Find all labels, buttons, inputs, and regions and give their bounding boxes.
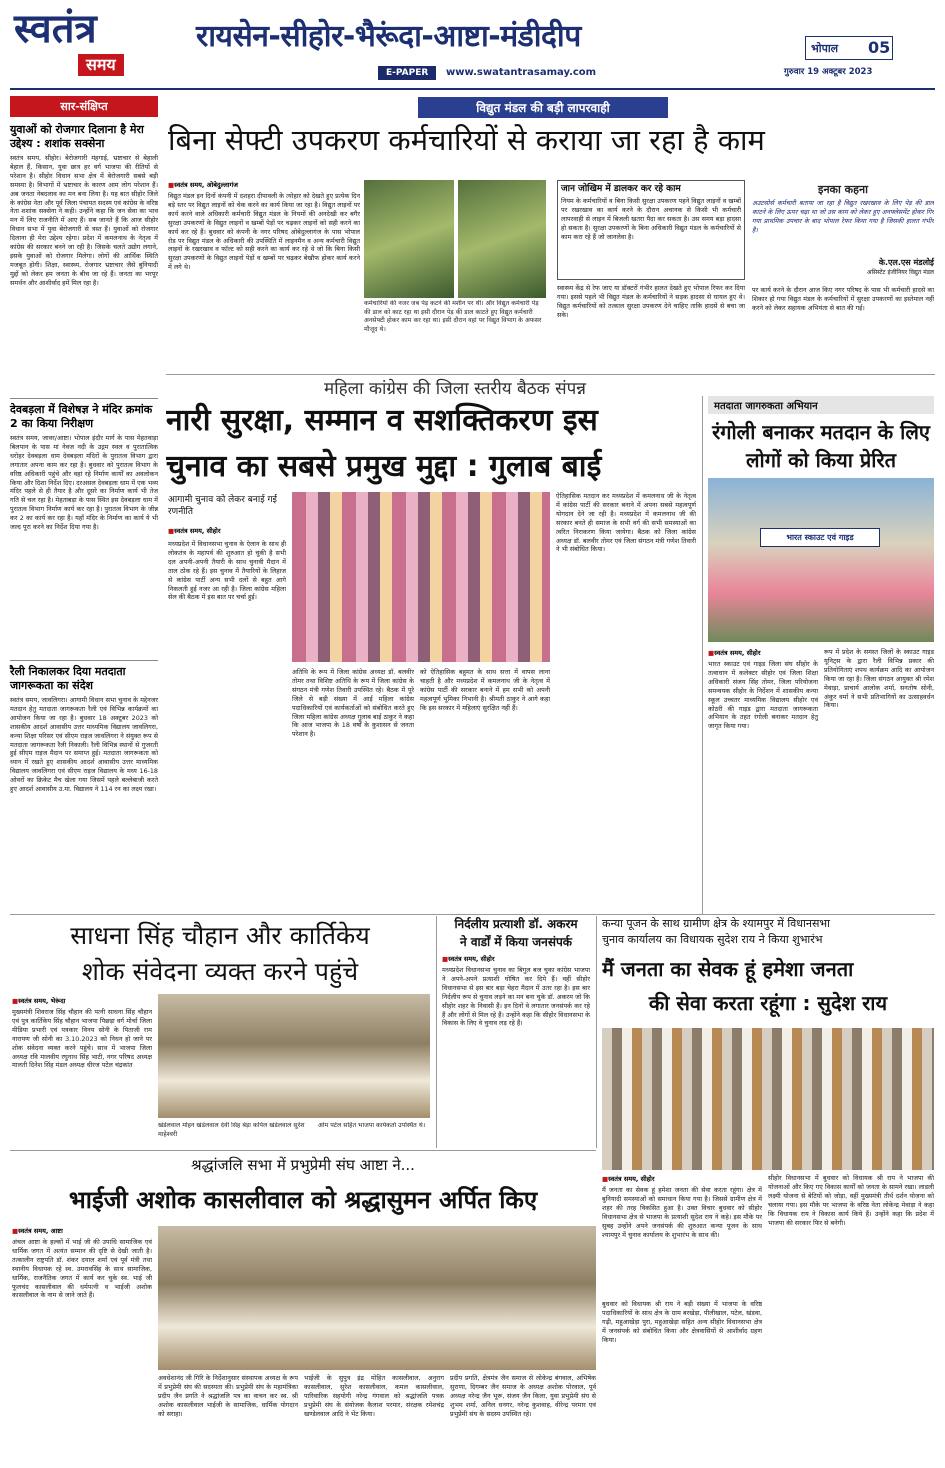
masthead-rule: [10, 88, 935, 90]
top-story-headline: बिना सेफ्टी उपकरण कर्मचारियों से कराया जा रहा है काम: [168, 123, 765, 157]
opinion-body: अउटसोर्स कर्मचारी बताया जा रहा है विद्युत रखरखाव के लिए पेड़ की डाल काटने के लिए ऊपर चढ़ा था जो उस काम को लेकर हुए अनफ्लेसमेंट होकर गिर गया प्राथमिक उपचार के बाद भोपाल रेफर किया गया है जिसकी हालत गंभीर है।: [752, 199, 934, 234]
top-story-col1: विद्युत मंडल इन दिनों कंपनी में दशहरा दीपावली के त्योहार को देखते हुए प्रत्येक दिन बड़े स्तर पर विद्युत लाइनों को चेक करने का कार्य किया जा रहा है। विद्युत लाइनों पर कार्य करने वाले अधिकारी कर्मचारी विद्युत मंडल के नियमों की अनदेखी कर बगैर सुरक्षा उपकरणों के विद्युत लाइनों व खम्बों पेड़ों पर चढ़कर लाइनों को सही करने का कार्य कर रहे हैं। बुधवार को कंपनी के नगर परिषद ओबेदुल्लागंज के पास भोपाल रोड पर विद्युत मंडल के अधिकारी की उपस्थिति में लाइनमैन व अन्य कर्मचारी विद्युत लाइनों के रखरखाव व फॉल्ट को सही करने का कार्य कर रहे थे जो कि बिना किसी सुरक्षा उपकरणों के विद्युत लाइनों पेड़ों व खम्बों पर चढ़कर बेखौफ होकर कार्य करने में लगे थे।: [168, 192, 360, 272]
voter-photo: [708, 478, 934, 642]
tribute-col3: भाईजी के सुपुत्र इंद्र मोहित कासलीवाल, अनुराग कासलीवाल, सुरेश कासलीवाल, कमल कासलीवाल, पारिवारिक सहयोगी नरेन्द्र गंगवाल को श्रद्धांजलि पत्रक प्रभुप्रेमी संघ के संयोजक कैलाश परमार, संरक्षक रमेशचंद्र खण्डेलवाल आदि ने भेंट किया।: [304, 1374, 444, 1418]
condolence-byline: ■ स्वतंत्र समय, भेरूंदा: [12, 996, 152, 1005]
congress-photo: [292, 492, 550, 662]
logo-bottom: समय: [78, 54, 124, 76]
top-story-col4: पर कार्य करने के दौरान आज किए नगर परिषद के पास भी कर्मचारी हादसे का शिकार हो गया विद्युत मंडल के कर्मचारियों में सुरक्षा उपकरणों का इस्तेमाल नहीं करने को लेकर सहायक अभियंता से बात की गई।: [752, 286, 934, 312]
sudesh-photo: [602, 1028, 934, 1170]
sidebar-story-3-body: स्वतंत्र समय, जावलिगरा। आगामी विधान सभा चुनाव के मद्देनजर मतदान हेतु मतदाता जागरूकता रैली एवं विभिन्न कार्यक्रमों का आयोजन किया जा रहा है। बुधवार 18 अक्टूबर 2023 को शासकीय आदर्श आवासीय उत्तर माध्यमिक विद्यालय जावलिगरा, कन्या शिक्षा परिसर एवं सीएम राइज जावलिगरा ने संयुक्त रूप से मतदाता जागरूकता रैली निकाली। रैली विभिन्न स्थानों से गुजरती हुई सीएम राइज मैदान पर समाप्त हुई। मतदाता जागरूकता को ध्यान में रखते हुए शासकीय आदर्श आवासीय उत्तर माध्यमिक विद्यालय जावलिगरा एवं सीएम राइज विद्यालय के मध्य 16-18 ओवरों का क्रिकेट मैच खेला गया जिसमें पहले बल्लेबाजी करते हुए आदर्श आवासीय उ.मा. विद्यालय ने 114 रन का लक्ष्य रखा।: [10, 696, 158, 794]
masthead: [0, 0, 945, 92]
logo-top: स्वतंत्र: [14, 5, 97, 52]
akram-byline: ■ स्वतंत्र समय, सीहोर: [442, 954, 590, 963]
tribute-col1: अंचल आष्टा के हल्कों में भाई जी की उपाधि सामाजिक एवं धार्मिक जगत में अत्यंत सम्मान की दृष्टि से देखी जाती है। तत्कालीन राष्ट्रपति डॉ. शंकर दयाल शर्मा एवं पूर्व मंत्री तथा स्थानीय विधायक रहे स्व. उमरावसिंह के साथ सामाजिक, धार्मिक, राजनैतिक जगत में कार्य कर चुके स्व. भाई जी फूलचंद कासलीवाल की धर्मपत्नी व भाईजी अशोक कासलीवाल के नाम से जाने जाते हैं।: [12, 1238, 152, 1300]
congress-headline-1: नारी सुरक्षा, सम्मान व सशक्तिकरण इस: [166, 403, 598, 438]
condolence-headline-1: साधना सिंह चौहान और कार्तिकेय: [70, 921, 370, 950]
top-story-box: [557, 180, 745, 280]
congress-col4: ऐतिहासिक मतदान कर मध्यप्रदेश में कमलनाथ जी के नेतृत्व में कांग्रेस पार्टी की सरकार बनाने में अपना सबसे महत्वपूर्ण योगदान देने जा रही है। मध्यप्रदेश में कमलनाथ जी की सरकार बनते ही समाज के सभी वर्ग की सभी समस्याओं का त्वरित निराकरण किया जायेगा। बैठक को जिला कांग्रेस अध्यक्ष डॉ. बलवीर तोमर एवं जिला संगठन मंत्री गणेश तिवारी ने भी संबोधित किया।: [556, 492, 696, 554]
top-story-opinion: [752, 182, 934, 282]
edition-title: रायसेन-सीहोर-भैरूंदा-आष्टा-मंडीदीप: [196, 19, 581, 54]
sidebar-story-2-headline: देवबड़ला में विशेषज्ञ ने मंदिर क्रमांक 2 का किया निरीक्षण: [10, 403, 153, 430]
congress-col2: अतिथि के रूप में जिला कांग्रेस अध्यक्ष डॉ. बलवीर तोमर तथा विशिष्ट अतिथि के रूप में जिला कांग्रेस के संगठन मंत्री गणेश तिवारी उपस्थित रहे। बैठक में पूरे जिले से बड़ी संख्या में आई महिला कांग्रेस पदाधिकारियों एवं कार्यकर्ताओं को संबोधित करते हुए जिला महिला कांग्रेस अध्यक्ष गुलाब बाई ठाकुर ने कहा कि आज भाजपा के 18 वर्षों के कुशासन से जनता परेशान है।: [292, 668, 414, 739]
top-story-col3: स्वास्थ्य केंद्र से रेफ जाए या डॉक्टरों गंभीर हालत देखते हुए भोपाल रिफर कर दिया गया। इससे पहले भी विद्युत मंडल के कर्मचारियों ने सड़क हादसा से घायल हुए थे। विद्युत कर्मचारियों को तत्काल सुरक्षा उपकरण देने चाहिए ताकि हादसे से बचा जा सके।: [557, 284, 745, 319]
congress-byline: ■ स्वतंत्र समय, सीहोर: [168, 526, 286, 535]
congress-col1: मध्यप्रदेश में विधानसभा चुनाव के ऐलान के साथ ही लोकतंत्र के महापर्व की शुरुआत हो चुकी है सभी दल अपनी-अपनी तैयारी के साथ चुनावी मैदान में ताल ठोक रहे हैं। इस चुनाव में तैयारियों के लिहाज से कांग्रेस पार्टी अन्य सभी दलों से बहुत आगे निकलती हुई नजर आ रही है। जिला कांग्रेस महिला सेल की बैठक में इस बात पर चर्चा हुई।: [168, 540, 286, 602]
condolence-caption-left: खंडेलवाल मोहन खंडेलवाल देवी सिंह बेड़ा कपिल खंडेलवाल सुरेश माहेश्वरी: [158, 1122, 305, 1138]
sidebar-story-3-headline: रैली निकालकर दिया मतदाता जागरूकता का संदेश: [10, 665, 126, 692]
page-number: 05: [868, 38, 891, 57]
top-story-box-title: जान जोखिम में डालकर कर रहे काम: [561, 184, 681, 194]
congress-headline-2: चुनाव का सबसे प्रमुख मुद्दा : गुलाब बाई: [166, 449, 602, 484]
top-story-kicker: विद्युत मंडल की बड़ी लापरवाही: [418, 97, 668, 118]
akram-body: मध्यप्रदेश विधानसभा चुनाव का बिगुल बज चुका कांग्रेस भाजपा ने अपने-अपने प्रत्याशी घोषित कर दिये हैं। वहीं सीहोर विधानसभा से इस बार बड़ा चेहरा मैदान में उतर रहा है। इस बार निर्दलीय रूप से चुनाव लड़ने का मन बना चुके डॉ. अकरम जो कि सीहोर शहर के निवासी हैं। इन दिनों वे लगातार जनसंपर्क कर रहे हैं और लोगों से मिल रहे हैं। उन्होंने कहा कि सीहोर विधानसभा के विकास के लिए वे चुनाव लड़ रहे हैं।: [442, 966, 590, 1028]
voter-col1: भारत स्काउट एवं गाइड जिला संघ सीहोर के तत्वाधान में कलेक्टर सीहोर एवं जिला शिक्षा अधिकारी संजय सिंह तोमर, जिला परियोजना समन्वयक सीहोर के निर्देशन में शासकीय कन्या स्कूल उच्चतर माध्यमिक विद्यालय सीहोर एवं कोठरी की गाइड द्वारा मतदाता जागरूकता अभियान के तहत रंगोली बनाकर मतदान हेतु जागृत किया गया।: [708, 660, 818, 731]
congress-subhead: आगामी चुनाव को लेकर बनाई गई रणनीति: [168, 495, 277, 517]
voter-col2: रूप में प्रदेश के समस्त जिलों के स्काउट गाइड यूनिट्स के द्वारा रैली विभिन्न प्रकार की प्रतियोगिताएं शपथ कार्यक्रम आदि का आयोजन किया जा रहा है। जिला संगठन आयुक्त श्री रमेश मेवाड़ा, प्राचार्य आलोक शर्मा, सनतोष सोनी, अंकुर वर्मा ने सभी प्रतिभागियों का उत्साहवर्धन किया।: [824, 648, 934, 710]
tribute-photo: [158, 1226, 596, 1370]
sidebar-sar-sankshipt: [10, 96, 158, 1036]
sidebar-story-1-body: स्वतंत्र समय, सीहोर। बेरोजगारी मंहगाई, भ्रष्टाचार से बेहाली बेहाल हैं, किसान, युवा छात्र हर वर्ग भाजपा की रीतियों से परेशान है। सीहोर विधान सभा क्षेत्र में बेरोजगारी सबसे बड़ी समस्या है। विभागों में भ्रष्टाचार के कारण आम लोग परेशान हैं। अब जनता नेबदलाव का मन बना लिया है। यह बात सीहोर जिले के कांग्रेस नेता और पूर्व जिला पंचायत सदस्य एवं कांग्रेस के वरिष्ठ नेता शशांक सक्सेना ने कही। उन्होंने कहा कि जन सेवा का भाव मन में लिए राजनीति में आए हैं। सब जानते हैं कि आज सीहोर विधान सभा में युवा बेरोजगारी से त्रस्त हैं। युवाओं को रोजगार दिलाना ही मेरा उद्देश्य रहेगा। प्रदेश में कमलनाथ के नेतृत्व में कांग्रेस की सरकार बनने जा रही है। जिसके चलते उद्योग लगाने, इसके युवाओं को रोजगार मिलेगा। लोगों की आर्थिक स्थिति मजबूत होगी। शिक्षा, स्वास्थ्य, रोजगार भ्रष्टाचार जैसे बुनियादी मुद्दों को लेकर हम जनता के बीच जा रहे हैं। जनता का भरपूर समर्थन और आशीर्वाद हमें मिल रहा है।: [10, 154, 158, 287]
sidebar-story-2-body: स्वतंत्र समय, जावर/आष्टा। भोपाल इंदौर मार्ग के पास मेहतवाड़ा बिलपान के पास मां नेवज नदी के उद्गम स्थल व पुरातात्विक धरोहर देवबड़ला धाम देवबड़ला मंदिरों के पुरातत्व विभाग द्वारा लगातार अपना काम कर रहा है। बुधवार को पुरातत्व विभाग के वरिष्ठ अधिकारी पहुंचे और वहां रहे निर्माण कार्यों का अवलोकन किया और दिशा निर्देश दिए। दरअसल देवबड़ला धाम में एक भव्य मंदिर पहले से ही तैयार है और दूसरे का निर्माण कार्य भी तेज गति से चल रहा है। मेहताबड़ा के पास स्थित इस देवबड़ला धाम में पुरातत्व विभाग निर्माण कार्य कर रहा है। पुरातत्व विभाग के जीन्न कर 2 का कार्य कर रहा है। यहाँ मंदिर के निर्माण का कार्य ये भी जल्द पूरा करने का निर्देश दिया गया है।: [10, 434, 158, 532]
issue-date: गुरुवार 19 अक्टूबर 2023: [784, 67, 873, 77]
voter-kicker: मतदाता जागरुकता अभियान: [708, 396, 934, 414]
sidebar-story-1-headline: युवाओं को रोजगार दिलाना है मेरा उद्देश्य : शशांक सक्सेना: [10, 123, 144, 150]
city-badge: [805, 36, 893, 60]
condolence-caption-right: ओम पटेल सहित भाजपा कार्यकर्ता उपस्थित थे।: [318, 1122, 426, 1129]
akram-headline-2: ने वार्डों में किया जनसंपर्क: [460, 935, 572, 949]
sudesh-col2: बुधवार को विधायक श्री राय ने बड़ी संख्या में भाजपा के वरिष्ठ पदाधिकारियों के साथ क्षेत्र के ग्राम बरखेड़ा, पीलीखाल, पटेल, खंडवा, गढ़ी, महुआखेड़ा पुरा, महुआखेड़ा सहित अन्य सीहोर विधानसभा क्षेत्र में जनसंपर्क को संबोधित किया और क्षेत्रवासियों से आशीर्वाद ग्रहण किया।: [602, 1300, 762, 1344]
scout-banner: भारत स्काउट एवं गाइड: [760, 528, 880, 547]
sudesh-col3: सीहोर विधानसभा में बुधवार को विधायक श्री राय ने भाजपा की योजनाओं और किए गए विकास कार्यों को जनता के सामने रखा। लाडली लक्ष्मी योजना से बेटियों को जोड़ा, वहीं मुख्यमंत्री तीर्थ दर्शन योजना को चलाया गया। इस मौके पर भाजपा के वरिष्ठ नेता लोकेन्द्र मेवाड़ा ने कहा कि विधायक राय ने विकास कार्य किये हैं। उन्होंने कहा कि प्रदेश में भाजपा की सरकार फिर से बनेगी।: [768, 1174, 934, 1227]
tribute-col2: अवधेशानंद जी गिरि के निर्देशानुसार संस्थापक अध्यक्ष के रूप में प्रभुप्रेमी संघ की सदस्यता की। प्रभुप्रेमी संघ के महामंत्रिका प्रदीप जैन प्रगति ने श्रद्धांजलि पत्र का वाचन कर स्व. श्री अशोक कासलीवाल भाईजी के सामाजिक, धार्मिक योगदान को सराहा।: [158, 1374, 298, 1418]
voter-byline: ■ स्वतंत्र समय, सीहोर: [708, 648, 818, 657]
opinion-role: असिस्टेंट इंजीनियर विद्युत मंडल: [866, 269, 934, 276]
sudesh-byline: ■ स्वतंत्र समय, सीहोर: [602, 1174, 762, 1183]
congress-col3: को ऐतिहासिक बहुमत के साथ सत्ता में वापस लाना चाहती है और मध्यप्रदेश में कमलनाथ जी के नेतृत्व में कांग्रेस पार्टी की सरकार बनाने में हम सभी को अपनी महत्वपूर्ण भूमिका निभानी है। श्रीमती ठाकुर ने आगे कहा कि इस सरकार में महिलाएं सुरक्षित नहीं हैं।: [420, 668, 550, 712]
top-story-photo-1: [364, 180, 454, 298]
tribute-headline: भाईजी अशोक कासलीवाल को श्रद्धासुमन अर्पित किए: [68, 1186, 538, 1214]
top-story-byline: ■ स्वतंत्र समय, ओबेदुल्लागंज: [168, 180, 358, 189]
tribute-kicker: श्रद्धांजलि सभा में प्रभुप्रेमी संघ आष्टा ने...: [191, 1156, 415, 1174]
top-story-photo-caption: कर्मचारियों की नजर जब पेड़ कटने की मशीन पर थी। और विद्युत कर्मचारी पेड़ की डाल को काट रहा था इसी दौरान पेड़ की डाल काटते हुए विद्युत कर्मचारी अनसेफ्टी होकर काम कर रहा था। इसी दौरान वहां पर विद्युत विभाग के अफसर मौजूद थे।: [364, 300, 542, 333]
tribute-col4: प्रदीप प्रगति, क्षेत्रमंत्र जैन समाज से लोकेन्द्र बंगवाल, अभिषेक सुराणा, दिगम्बर जैन समाज के अध्यक्ष अशोक पोरवाल, पूर्व अध्यक्ष नरेन्द्र जैन भूरू, संजय जैन किला, युवा प्रभुप्रेमी संघ से शुभम शर्मा, अनिल धनगर, नरेन्द्र कुशवाह, वीरेन्द्र परमार एवं प्रभुप्रेमी संघ के सदस्य उपस्थित रहे।: [450, 1374, 596, 1418]
opinion-person: के.एल.एस मंडलोई: [878, 258, 934, 267]
sudesh-kicker-1: कन्या पूजन के साथ ग्रामीण क्षेत्र के श्यामपुर में विधानसभा: [602, 917, 831, 930]
congress-kicker: महिला कांग्रेस की जिला स्तरीय बैठक संपन्न: [324, 379, 586, 399]
top-story-photo-2: [458, 180, 546, 298]
website-link[interactable]: www.swatantrasamay.com: [446, 67, 597, 78]
condolence-body: मुख्यमंत्री शिवराज सिंह चौहान की पत्नी साधना सिंह चौहान एवं पुत्र कार्तिकेय सिंह चौहान भाजपा पिछड़ा वर्ग मोर्चा जिला मीडिया प्रभारी एवं पत्रकार विनय सोनी के पिताजी राम नारायण जी सोनी का 3.10.2023 को निधन हो जाने पर शोक संवेदना व्यक्त करने पहुंचे। साथ में भाजपा जिला अध्यक्ष रवि मालवीय रघुनाथ सिंह भाटी, नगर परिषद अध्यक्ष मालती दिनेश सिंह मंडल अध्यक्ष धीरज पटेल चंद्रकांत: [12, 1008, 152, 1070]
tribute-byline: ■ स्वतंत्र समय, आष्टा: [12, 1226, 152, 1235]
condolence-headline-2: शोक संवेदना व्यक्त करने पहुंचे: [81, 957, 359, 986]
sudesh-kicker-2: चुनाव कार्यालय का विधायक सुदेश राय ने किया शुभारंभ: [602, 933, 823, 946]
top-story-box-body: नियम के कर्मचारियों व बिना किसी सुरक्षा उपकरण पहने विद्युत लाइनों व खम्बों पर रखरखाव का कार्य करने के दौरान अचानक से किसी भी कर्मचारी लापरवाही से लाइन में बिजली खतरा पैदा कर सकता है। उस समय बड़ा हादसा हो सकता है। सुरक्षा उपकरणों के बिना अधिकारी विद्युत मंडल के कर्मचारियों से काम करा रहे हैं जो जानलेवा है।: [561, 197, 741, 241]
city-label: भोपाल: [811, 42, 839, 55]
logo: [14, 6, 164, 82]
sudesh-headline-2: की सेवा करता रहूंगा : सुदेश राय: [648, 991, 888, 1015]
sudesh-headline-1: मैं जनता का सेवक हूं हमेशा जनता: [602, 957, 854, 981]
opinion-title: इनका कहना: [818, 183, 868, 196]
voter-headline: रंगोली बनाकर मतदान के लिए लोगों को किया प्रेरित: [712, 420, 930, 472]
sidebar-header: सार-संक्षिप्त: [10, 96, 158, 117]
sudesh-col1: मैं जनता का सेवक हूं हमेशा जनता की सेवा करता रहूंगा। क्षेत्र में बुनियादी समस्याओं को समाधान किया गया है। जिससे ग्रामीण क्षेत्र में शहर की तरह विकसित हुआ है। उक्त विचार बुधवार को सीहोर विधानसभा क्षेत्र से भाजपा के प्रत्याशी सुदेश राय ने कहे। इस मौके पर सुबह उन्होंने अपने जनसंपर्क की शुरुआत कन्या पूजन के साथ श्यामपुर में चुनाव कार्यालय के शुभारंभ के साथ की।: [602, 1186, 762, 1239]
epaper-label: E-PAPER: [378, 66, 436, 80]
condolence-photo: [158, 994, 430, 1118]
akram-headline-1: निर्दलीय प्रत्याशी डॉ. अकरम: [454, 917, 578, 931]
